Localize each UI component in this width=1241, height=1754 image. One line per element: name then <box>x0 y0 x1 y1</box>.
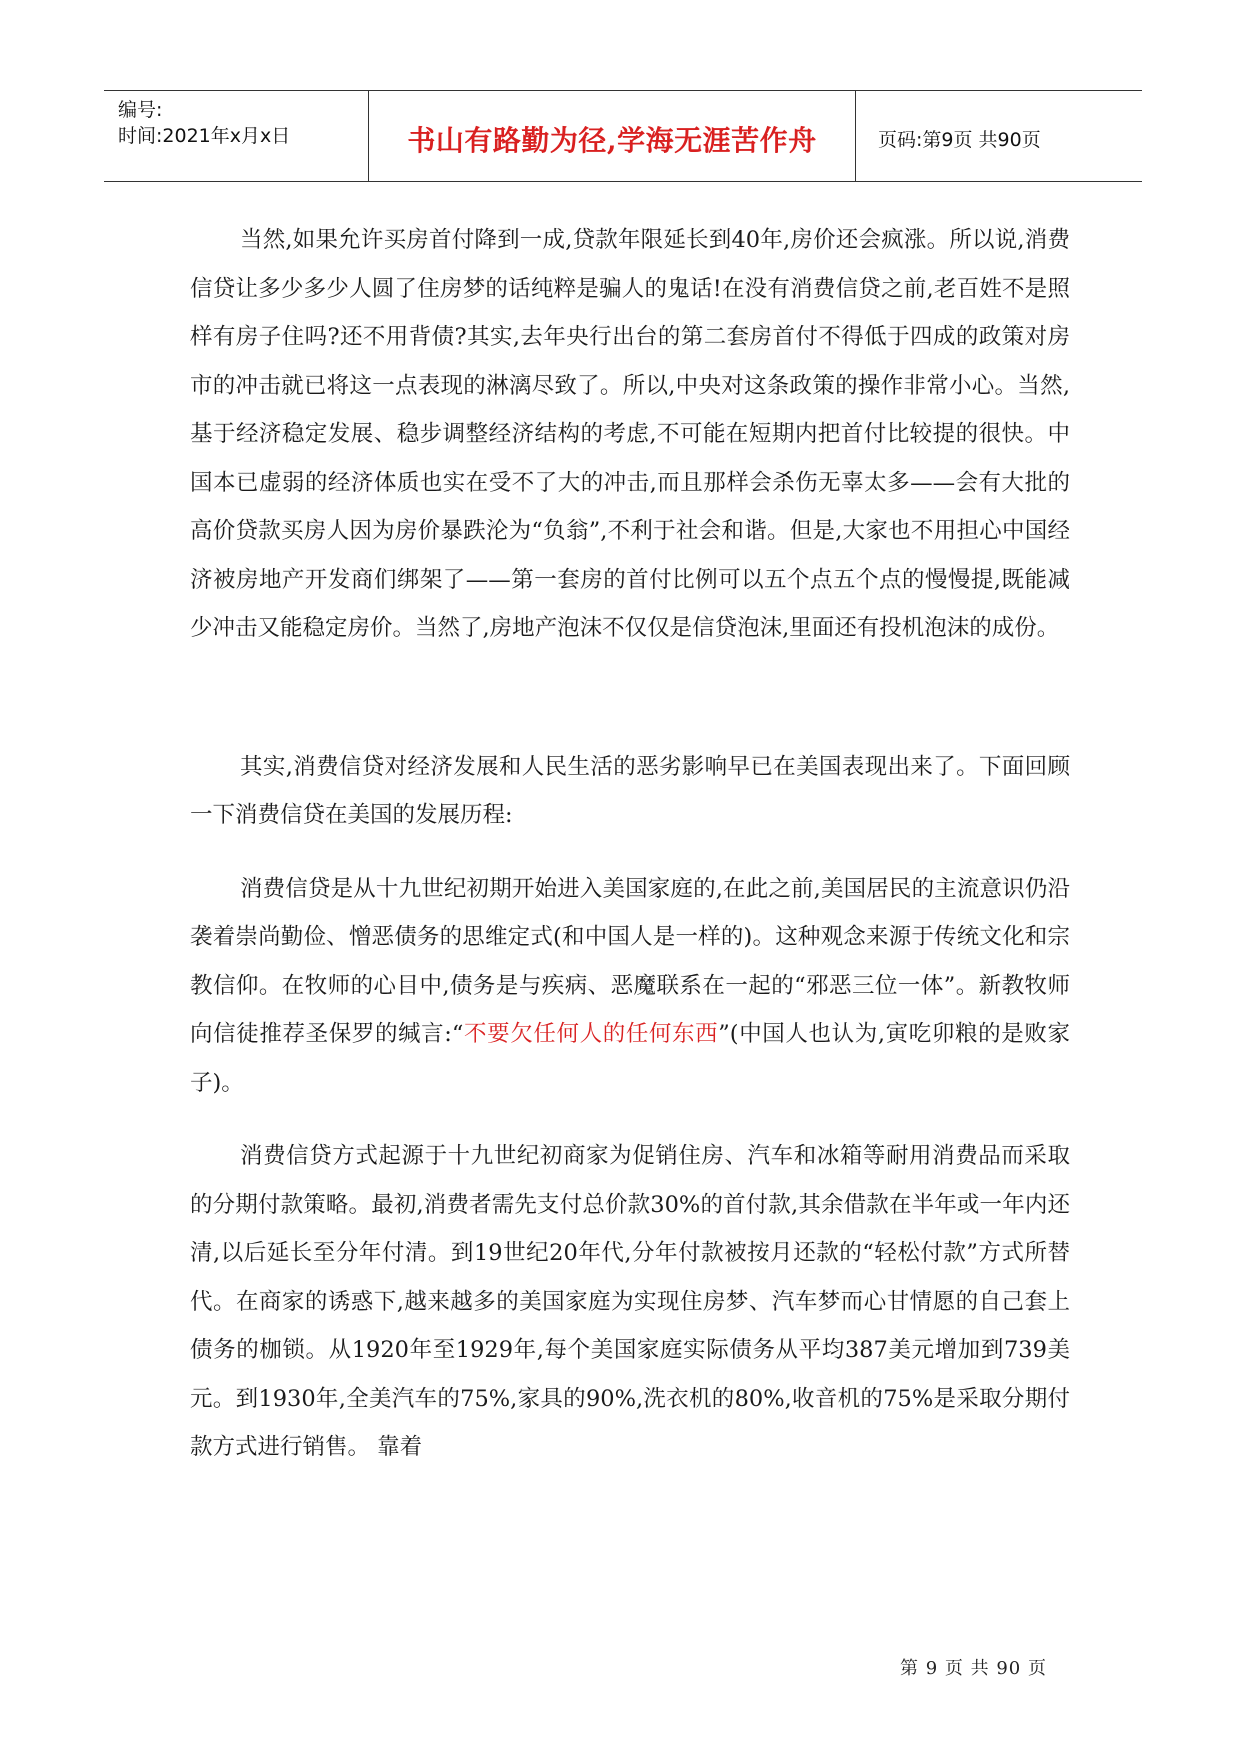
document-body <box>190 216 1070 1472</box>
paragraph-text: ”(中国人也认为,寅吃卯粮的是败家子)。 <box>190 1021 1070 1096</box>
header-page-number: 页码:第9页 共90页 <box>878 129 1041 151</box>
highlighted-quote: 不要欠任何人的任何东西 <box>463 1021 719 1047</box>
header-page-cell <box>856 91 1142 181</box>
page-header <box>104 90 1142 182</box>
paragraph: 消费信贷方式起源于十九世纪初商家为促销住房、汽车和冰箱等耐用消费品而采取的分期付款策略。最初,消费者需先支付总价款30%的首付款,其余借款在半年或一年内还清,以后延长至分年付清。到19世纪20年代,分年付款被按月还款的“轻松付款”方式所替代。在商家的诱惑下,越来越多的美国家庭为实现住房梦、汽车梦而心甘情愿的自己套上债务的枷锁。从1920年至1929年,每个美国家庭实际债务从平均387美元增加到739美元。到1930年,全美汽车的75%,家具的90%,洗衣机的80%,收音机的75%是采取分期付款方式进行销售。 靠着 <box>190 1143 1070 1460</box>
paragraph: 当然,如果允许买房首付降到一成,贷款年限延长到40年,房价还会疯涨。所以说,消费信贷让多少多少人圆了住房梦的话纯粹是骗人的鬼话!在没有消费信贷之前,老百姓不是照样有房子住吗?还不用背债?其实,去年央行出台的第二套房首付不得低于四成的政策对房市的冲击就已将这一点表现的淋漓尽致了。所以,中央对这条政策的操作非常小心。当然,基于经济稳定发展、稳步调整经济结构的考虑,不可能在短期内把首付比较提的很快。中国本已虚弱的经济体质也实在受不了大的冲击,而且那样会杀伤无辜太多——会有大批的高价贷款买房人因为房价暴跌沦为“负翁”,不利于社会和谐。但是,大家也不用担心中国经济被房地产开发商们绑架了——第一套房的首付比例可以五个点五个点的慢慢提,既能减少冲击又能稳定房价。当然了,房地产泡沫不仅仅是信贷泡沫,里面还有投机泡沫的成份。 <box>190 227 1070 641</box>
header-meta-cell <box>104 91 369 181</box>
header-motto-cell <box>369 91 856 181</box>
paragraph: 其实,消费信贷对经济发展和人民生活的恶劣影响早已在美国表现出来了。下面回顾一下消费信贷在美国的发展历程: <box>190 753 1070 828</box>
paragraph-text: 消费信贷是从十九世纪初期开始进入美国家庭的,在此之前,美国居民的主流意识仍沿袭着崇尚勤俭、憎恶债务的思维定式(和中国人是一样的)。这种观念来源于传统文化和宗教信仰。在牧师的心目中,债务是与疾病、恶魔联系在一起的“邪恶三位一体”。新教牧师向信徒推荐圣保罗的缄言:“ <box>190 875 1070 1047</box>
page-footer: 第 9 页 共 90 页 <box>900 1658 1047 1679</box>
header-motto: 书山有路勤为径,学海无涯苦作舟 <box>407 124 817 157</box>
document-number-label: 编号: <box>118 99 163 121</box>
document-time-label: 时间:2021年x月x日 <box>118 125 291 147</box>
paragraph <box>190 865 1070 1108</box>
